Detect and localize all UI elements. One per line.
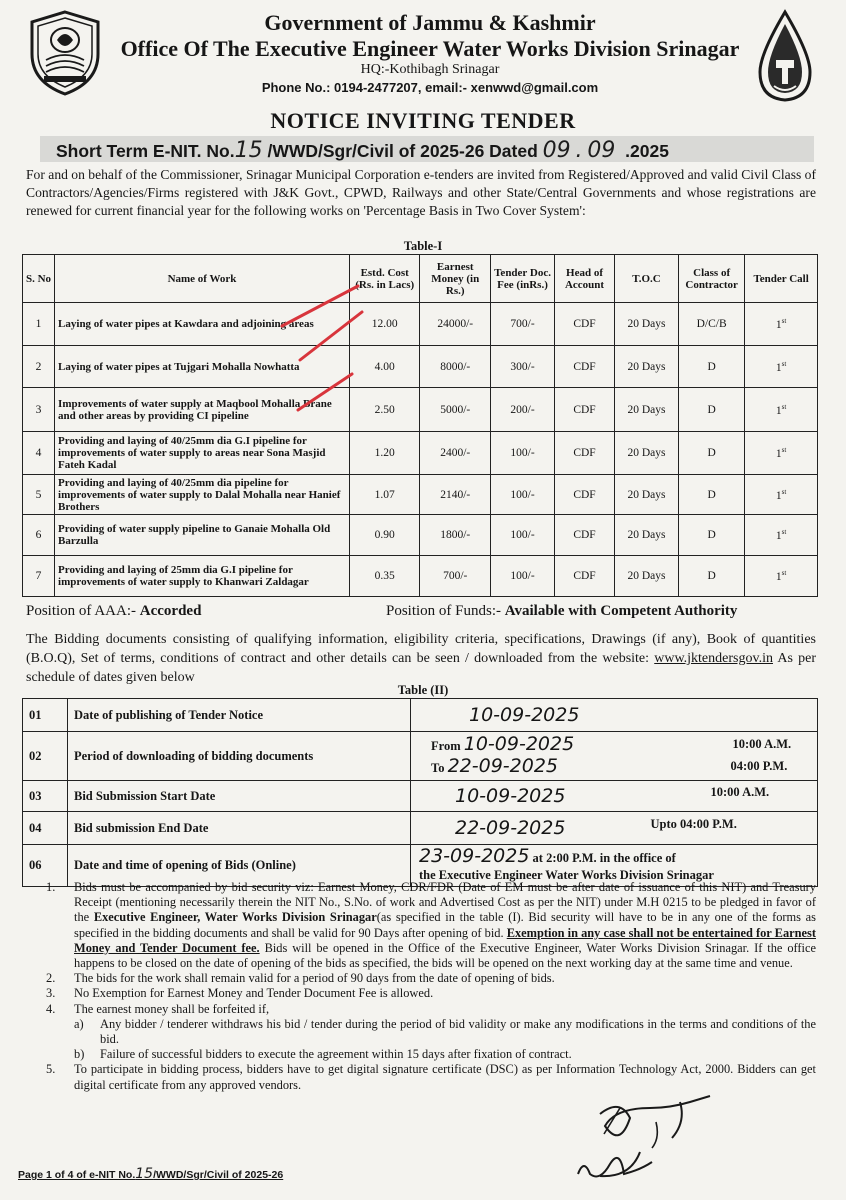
work-sno bbox=[23, 303, 55, 346]
work-class-text: D bbox=[707, 488, 716, 501]
work-head-of-account-text: CDF bbox=[573, 447, 596, 459]
condition-4a-text: Any bidder / tenderer withdraws his bid / tender during the period of bid validity or make any modifications in the terms and conditions of the bid. bbox=[100, 1016, 816, 1047]
work-name-text: Providing and laying of 25mm dia G.I pipeline for improvements of water supply to Khanwari Zaldagar bbox=[58, 564, 309, 588]
work-earnest-money bbox=[420, 303, 491, 346]
work-estd-cost bbox=[349, 475, 420, 515]
header-sno: S. No bbox=[23, 255, 55, 303]
nit-number-handwritten: 15 bbox=[234, 138, 263, 163]
work-head-of-account-text: CDF bbox=[573, 360, 596, 373]
aaa-label: Position of AAA:- bbox=[26, 603, 137, 619]
condition-3 bbox=[46, 986, 816, 1001]
work-class-text: D bbox=[707, 447, 716, 459]
work-tender-fee bbox=[490, 432, 554, 475]
work-estd-cost-text: 4.00 bbox=[374, 360, 395, 373]
work-head-of-account bbox=[555, 556, 615, 597]
header-estd-cost-unit: (Rs. in Lacs) bbox=[355, 278, 415, 291]
jk-emblem-icon bbox=[26, 8, 104, 96]
bidding-after: As per schedule of dates given below bbox=[26, 651, 817, 685]
table2-caption: Table (II) bbox=[397, 683, 449, 697]
start-date-handwritten: 10-09-2025 bbox=[455, 785, 566, 807]
nit-middle: /WWD/Sgr/Civil of 2025-26 Dated bbox=[267, 141, 538, 161]
work-tender-call-text: 1 bbox=[775, 318, 782, 331]
work-toc-text: 20 Days bbox=[627, 403, 666, 416]
headquarters: HQ:-Kothibagh Srinagar bbox=[360, 62, 500, 77]
condition-4b bbox=[74, 1047, 816, 1062]
header-estd-cost bbox=[349, 255, 420, 303]
work-class-text: D bbox=[707, 570, 716, 582]
work-row bbox=[23, 556, 818, 597]
work-estd-cost-text: 0.35 bbox=[374, 570, 395, 582]
work-row bbox=[23, 346, 818, 388]
work-tender-call bbox=[745, 346, 818, 388]
tender-call-suffix: st bbox=[781, 569, 787, 578]
condition-4-text: The earnest money shall be forfeited if, bbox=[74, 1001, 270, 1016]
work-head-of-account bbox=[555, 303, 615, 346]
condition-1-text-a: Bids must be accompanied by bid security viz: Earnest Money, CDR/FDR (Date of EM must be after date of issuance of this NIT) and Treasury Receipt (mentioning necessarily therein the NIT No., S.No. of work and Advertised Cost as per the NIT) under M.H 0215 to be pledged in favor of the bbox=[74, 880, 816, 925]
header-earnest-money: Earnest Money (in Rs.) bbox=[420, 255, 491, 303]
work-head-of-account-text: CDF bbox=[573, 570, 596, 582]
page-footer bbox=[18, 1166, 283, 1182]
work-head-of-account bbox=[555, 515, 615, 556]
work-tender-call-text: 1 bbox=[775, 570, 782, 583]
work-row bbox=[23, 475, 818, 515]
download-to-date: 22-09-2025 bbox=[447, 755, 558, 777]
water-drop-logo-icon bbox=[752, 8, 818, 104]
signature-icon bbox=[560, 1078, 740, 1188]
header-tender-call: Tender Call bbox=[745, 255, 818, 303]
work-name-text: Laying of water pipes at Tujgari Mohalla Nowhatta bbox=[58, 360, 300, 373]
tender-call-suffix: st bbox=[781, 402, 787, 411]
conditions-list bbox=[46, 880, 816, 1093]
work-tender-call bbox=[745, 475, 818, 515]
work-head-of-account bbox=[555, 346, 615, 388]
work-toc bbox=[614, 303, 678, 346]
work-class bbox=[679, 388, 745, 432]
work-toc-text: 20 Days bbox=[627, 318, 666, 330]
work-name bbox=[55, 388, 350, 432]
download-from-date: 10-09-2025 bbox=[463, 733, 575, 755]
work-tender-call bbox=[745, 303, 818, 346]
work-sno-text: 4 bbox=[35, 447, 42, 459]
header-class: Class of Contractor bbox=[679, 255, 745, 303]
work-earnest-money-text: 700/- bbox=[443, 570, 468, 582]
work-estd-cost-text: 12.00 bbox=[371, 318, 398, 330]
schedule-label: Date of publishing of Tender Notice bbox=[68, 699, 411, 732]
schedule-value bbox=[411, 781, 818, 812]
schedule-row bbox=[23, 781, 818, 812]
schedule-value bbox=[411, 732, 818, 781]
tender-call-suffix: st bbox=[781, 359, 787, 368]
work-estd-cost-text: 2.50 bbox=[374, 403, 395, 416]
work-earnest-money bbox=[420, 515, 491, 556]
work-estd-cost bbox=[349, 388, 420, 432]
work-earnest-money-text: 24000/- bbox=[437, 318, 474, 330]
funds-value: Available with Competent Authority bbox=[504, 603, 738, 619]
header-tender-fee: Tender Doc. Fee (inRs.) bbox=[490, 255, 554, 303]
nit-prefix: Short Term E-NIT. No. bbox=[56, 141, 235, 161]
header-name-of-work: Name of Work bbox=[55, 255, 350, 303]
work-toc-text: 20 Days bbox=[627, 529, 666, 541]
condition-4a bbox=[74, 1017, 816, 1047]
schedule-sno: 03 bbox=[23, 781, 68, 812]
work-sno-text: 1 bbox=[35, 318, 42, 330]
footer-suffix: /WWD/Sgr/Civil of 2025-26 bbox=[153, 1169, 284, 1181]
work-tender-fee-text: 100/- bbox=[510, 488, 535, 501]
work-toc bbox=[614, 346, 678, 388]
opening-line-1 bbox=[419, 844, 811, 867]
tender-call-suffix: st bbox=[781, 317, 787, 326]
work-tender-call bbox=[745, 515, 818, 556]
work-name-text: Providing and laying of 40/25mm dia pipeline for improvements of water supply to Dalal Mohalla near Hanief Brothers bbox=[58, 476, 341, 513]
work-tender-fee-text: 100/- bbox=[510, 529, 535, 541]
work-sno bbox=[23, 388, 55, 432]
work-row bbox=[23, 388, 818, 432]
header-head-of-account: Head of Account bbox=[555, 255, 615, 303]
work-estd-cost bbox=[349, 346, 420, 388]
work-tender-fee-text: 200/- bbox=[510, 403, 535, 416]
work-tender-fee-text: 700/- bbox=[510, 318, 535, 330]
work-estd-cost bbox=[349, 432, 420, 475]
work-estd-cost bbox=[349, 515, 420, 556]
footer-prefix: Page 1 of 4 of e-NIT No. bbox=[18, 1169, 136, 1181]
work-head-of-account bbox=[555, 475, 615, 515]
schedule-sno: 02 bbox=[23, 732, 68, 781]
work-tender-call bbox=[745, 432, 818, 475]
work-estd-cost-text: 1.20 bbox=[374, 447, 395, 459]
opening-time: at 2:00 P.M. in the office of bbox=[532, 850, 676, 865]
schedule-label: Bid Submission Start Date bbox=[68, 781, 411, 812]
work-estd-cost-text: 0.90 bbox=[374, 529, 395, 541]
work-row bbox=[23, 303, 818, 346]
work-head-of-account-text: CDF bbox=[573, 529, 596, 541]
work-sno-text: 2 bbox=[35, 360, 42, 373]
work-toc bbox=[614, 388, 678, 432]
work-earnest-money-text: 2400/- bbox=[440, 447, 471, 459]
work-class bbox=[679, 432, 745, 475]
tender-call-suffix: st bbox=[781, 487, 787, 496]
schedule-sno: 04 bbox=[23, 812, 68, 845]
work-earnest-money bbox=[420, 432, 491, 475]
work-earnest-money-text: 5000/- bbox=[440, 403, 471, 416]
condition-1-text-e: Bids will be opened in the Office of the Executive Engineer, Water Works Division Srinagar. If the office happens to be closed on the date of opening of the bids as specified, the bids will be opened on the next working day at the same time and venue. bbox=[74, 940, 816, 971]
work-tender-fee bbox=[490, 556, 554, 597]
dated-day-handwritten: 09 bbox=[542, 138, 571, 163]
work-earnest-money bbox=[420, 556, 491, 597]
work-sno-text: 3 bbox=[35, 403, 42, 416]
work-name-text: Providing of water supply pipeline to Ganaie Mohalla Old Barzulla bbox=[58, 523, 331, 547]
work-sno bbox=[23, 556, 55, 597]
condition-number: 4. bbox=[46, 1001, 56, 1016]
work-tender-fee bbox=[490, 346, 554, 388]
work-toc bbox=[614, 432, 678, 475]
work-sno bbox=[23, 475, 55, 515]
contact-line: Phone No.: 0194-2477207, email:- xenwwd@gmail.com bbox=[261, 80, 599, 95]
download-from-line bbox=[431, 734, 811, 756]
aaa-position bbox=[26, 603, 201, 620]
dated-year: .2025 bbox=[625, 141, 669, 161]
work-tender-fee-text: 100/- bbox=[510, 447, 535, 459]
condition-1 bbox=[46, 880, 816, 971]
work-toc bbox=[614, 475, 678, 515]
download-to-line bbox=[431, 756, 811, 778]
work-estd-cost bbox=[349, 556, 420, 597]
intro-paragraph: For and on behalf of the Commissioner, Srinagar Municipal Corporation e-tenders are invited from Registered/Approved and valid Civil Class of Contractors/Agencies/Firms registered with J&K Govt., CPWD, Railways and other State/Central Governments and whose registrations are renewed for current financial year for the following works on 'Percentage Basis in Two Cover System': bbox=[26, 167, 816, 218]
work-class-text: D bbox=[707, 529, 716, 541]
schedule-label: Bid submission End Date bbox=[68, 812, 411, 845]
work-tender-fee-text: 300/- bbox=[510, 360, 535, 373]
condition-1-office: Executive Engineer, Water Works Division Srinagar bbox=[93, 910, 377, 925]
notice-title: NOTICE INVITING TENDER bbox=[270, 108, 576, 133]
condition-2 bbox=[46, 971, 816, 986]
tender-call-suffix: st bbox=[781, 528, 787, 537]
condition-2-text: The bids for the work shall remain valid for a period of 90 days from the date of opening of bids. bbox=[74, 971, 555, 986]
schedule-row bbox=[23, 699, 818, 732]
condition-5-text: To participate in bidding process, bidders have to get digital signature certificate (DSC) as per Information Technology Act, 2000. Bidders can get digital certificate from any approved vendors. bbox=[74, 1062, 816, 1092]
work-earnest-money bbox=[420, 388, 491, 432]
work-name bbox=[55, 432, 350, 475]
schedule-value bbox=[411, 812, 818, 845]
work-earnest-money bbox=[420, 346, 491, 388]
work-class-text: D bbox=[707, 360, 716, 373]
work-head-of-account bbox=[555, 432, 615, 475]
work-sno bbox=[23, 432, 55, 475]
work-class bbox=[679, 475, 745, 515]
office-title: Office Of The Executive Engineer Water Works Division Srinagar bbox=[120, 36, 740, 61]
work-tender-call bbox=[745, 388, 818, 432]
table1-caption: Table-I bbox=[403, 239, 443, 253]
work-estd-cost-text: 1.07 bbox=[374, 488, 395, 501]
work-row bbox=[23, 432, 818, 475]
work-toc bbox=[614, 556, 678, 597]
work-class bbox=[679, 303, 745, 346]
work-sno-text: 7 bbox=[35, 570, 42, 582]
schedule-label: Date and time of opening of Bids (Online) bbox=[68, 845, 411, 887]
work-tender-fee bbox=[490, 515, 554, 556]
schedule-row bbox=[23, 732, 818, 781]
date-separator: . bbox=[575, 138, 583, 163]
work-tender-fee-text: 100/- bbox=[510, 570, 535, 582]
nit-reference bbox=[56, 138, 816, 163]
condition-number: 2. bbox=[46, 971, 56, 986]
works-table bbox=[22, 254, 818, 597]
work-tender-call-text: 1 bbox=[775, 447, 782, 460]
funds-label: Position of Funds:- bbox=[386, 603, 502, 619]
tender-call-suffix: st bbox=[781, 446, 787, 455]
condition-number: 3. bbox=[46, 986, 56, 1001]
schedule-table bbox=[22, 698, 818, 887]
work-head-of-account-text: CDF bbox=[573, 488, 596, 501]
condition-1-exemption: Exemption in any case shall not be entertained for Earnest Money and Tender Document fee. bbox=[74, 925, 816, 955]
work-head-of-account bbox=[555, 388, 615, 432]
condition-4b-text: Failure of successful bidders to execute the agreement within 15 days after fixation of contract. bbox=[100, 1047, 572, 1062]
condition-1-text-c: (as specified in the table (I). Bid security will have to be in any one of the forms as specified in the bidding documents and shall be valid for 90 Days after opening of bid. bbox=[74, 910, 816, 940]
work-toc-text: 20 Days bbox=[627, 570, 666, 582]
work-earnest-money bbox=[420, 475, 491, 515]
work-class bbox=[679, 515, 745, 556]
work-name bbox=[55, 346, 350, 388]
condition-number: 5. bbox=[46, 1062, 56, 1077]
work-estd-cost bbox=[349, 303, 420, 346]
bidding-text: The Bidding documents consisting of qualifying information, eligibility criteria, specifications, Drawings (if any), Book of quantities (B.O.Q), Set of terms, conditions of contract and other details can be seen / downloaded from the website: bbox=[26, 632, 816, 666]
work-tender-fee bbox=[490, 303, 554, 346]
condition-number: 1. bbox=[46, 880, 56, 894]
end-date-handwritten: 22-09-2025 bbox=[455, 817, 566, 839]
work-tender-call-text: 1 bbox=[775, 404, 782, 417]
work-name-text: Providing and laying of 40/25mm dia G.I pipeline for improvements of water supply to areas near Sona Masjid Fateh Kadal bbox=[58, 435, 326, 471]
work-sno bbox=[23, 515, 55, 556]
work-sno-text: 5 bbox=[35, 488, 42, 501]
work-head-of-account-text: CDF bbox=[573, 403, 596, 416]
work-name bbox=[55, 556, 350, 597]
work-class-text: D/C/B bbox=[696, 318, 727, 330]
work-earnest-money-text: 8000/- bbox=[440, 360, 471, 373]
work-name bbox=[55, 303, 350, 346]
aaa-value: Accorded bbox=[139, 603, 202, 619]
condition-3-text: No Exemption for Earnest Money and Tender Document Fee is allowed. bbox=[74, 986, 434, 1001]
work-tender-call-text: 1 bbox=[775, 529, 782, 542]
to-label: To bbox=[431, 761, 445, 775]
schedule-sno: 01 bbox=[23, 699, 68, 732]
funds-position bbox=[386, 603, 737, 620]
work-name bbox=[55, 515, 350, 556]
work-toc bbox=[614, 515, 678, 556]
schedule-value bbox=[411, 699, 818, 732]
schedule-label: Period of downloading of bidding documents bbox=[68, 732, 411, 781]
download-from-time: 10:00 A.M. bbox=[732, 737, 792, 751]
work-tender-call-text: 1 bbox=[775, 489, 782, 502]
work-toc-text: 20 Days bbox=[627, 488, 666, 501]
footer-nit-handwritten: 15 bbox=[135, 1166, 154, 1182]
work-class bbox=[679, 556, 745, 597]
opening-date-handwritten: 23-09-2025 bbox=[419, 844, 530, 867]
work-name bbox=[55, 475, 350, 515]
condition-4 bbox=[46, 1002, 816, 1063]
work-tender-fee bbox=[490, 388, 554, 432]
download-to-time: 04:00 P.M. bbox=[730, 759, 788, 773]
work-tender-call-text: 1 bbox=[775, 361, 782, 374]
work-name-text: Improvements of water supply at Maqbool Mohalla Brane and other areas by providing CI pipeline bbox=[58, 397, 332, 422]
work-class-text: D bbox=[707, 403, 716, 416]
work-name-text: Laying of water pipes at Kawdara and adjoining areas bbox=[58, 318, 314, 330]
schedule-sno: 06 bbox=[23, 845, 68, 887]
work-earnest-money-text: 1800/- bbox=[440, 529, 471, 541]
work-sno bbox=[23, 346, 55, 388]
work-sno-text: 6 bbox=[35, 529, 42, 541]
dated-month-handwritten: 09 bbox=[587, 138, 616, 163]
work-head-of-account-text: CDF bbox=[573, 318, 596, 330]
header-toc: T.O.C bbox=[614, 255, 678, 303]
government-title: Government of Jammu & Kashmir bbox=[264, 10, 596, 35]
opening-venue: the Executive Engineer Water Works Division Srinagar bbox=[419, 867, 714, 882]
work-row bbox=[23, 515, 818, 556]
sub-condition-number: b) bbox=[74, 1047, 85, 1062]
header-estd-cost-label: Estd. Cost bbox=[360, 266, 409, 279]
website-link[interactable]: www.jktendersgov.in bbox=[654, 651, 773, 666]
work-toc-text: 20 Days bbox=[627, 447, 666, 459]
publish-date-handwritten: 10-09-2025 bbox=[469, 704, 580, 726]
work-tender-fee bbox=[490, 475, 554, 515]
start-time: 10:00 A.M. bbox=[710, 785, 770, 799]
bidding-documents-paragraph bbox=[26, 630, 816, 687]
end-time: Upto 04:00 P.M. bbox=[650, 817, 737, 831]
from-label: From bbox=[431, 739, 461, 753]
work-class bbox=[679, 346, 745, 388]
work-earnest-money-text: 2140/- bbox=[440, 488, 471, 501]
sub-condition-number: a) bbox=[74, 1016, 84, 1031]
work-tender-call bbox=[745, 556, 818, 597]
schedule-row bbox=[23, 812, 818, 845]
work-toc-text: 20 Days bbox=[627, 360, 666, 373]
